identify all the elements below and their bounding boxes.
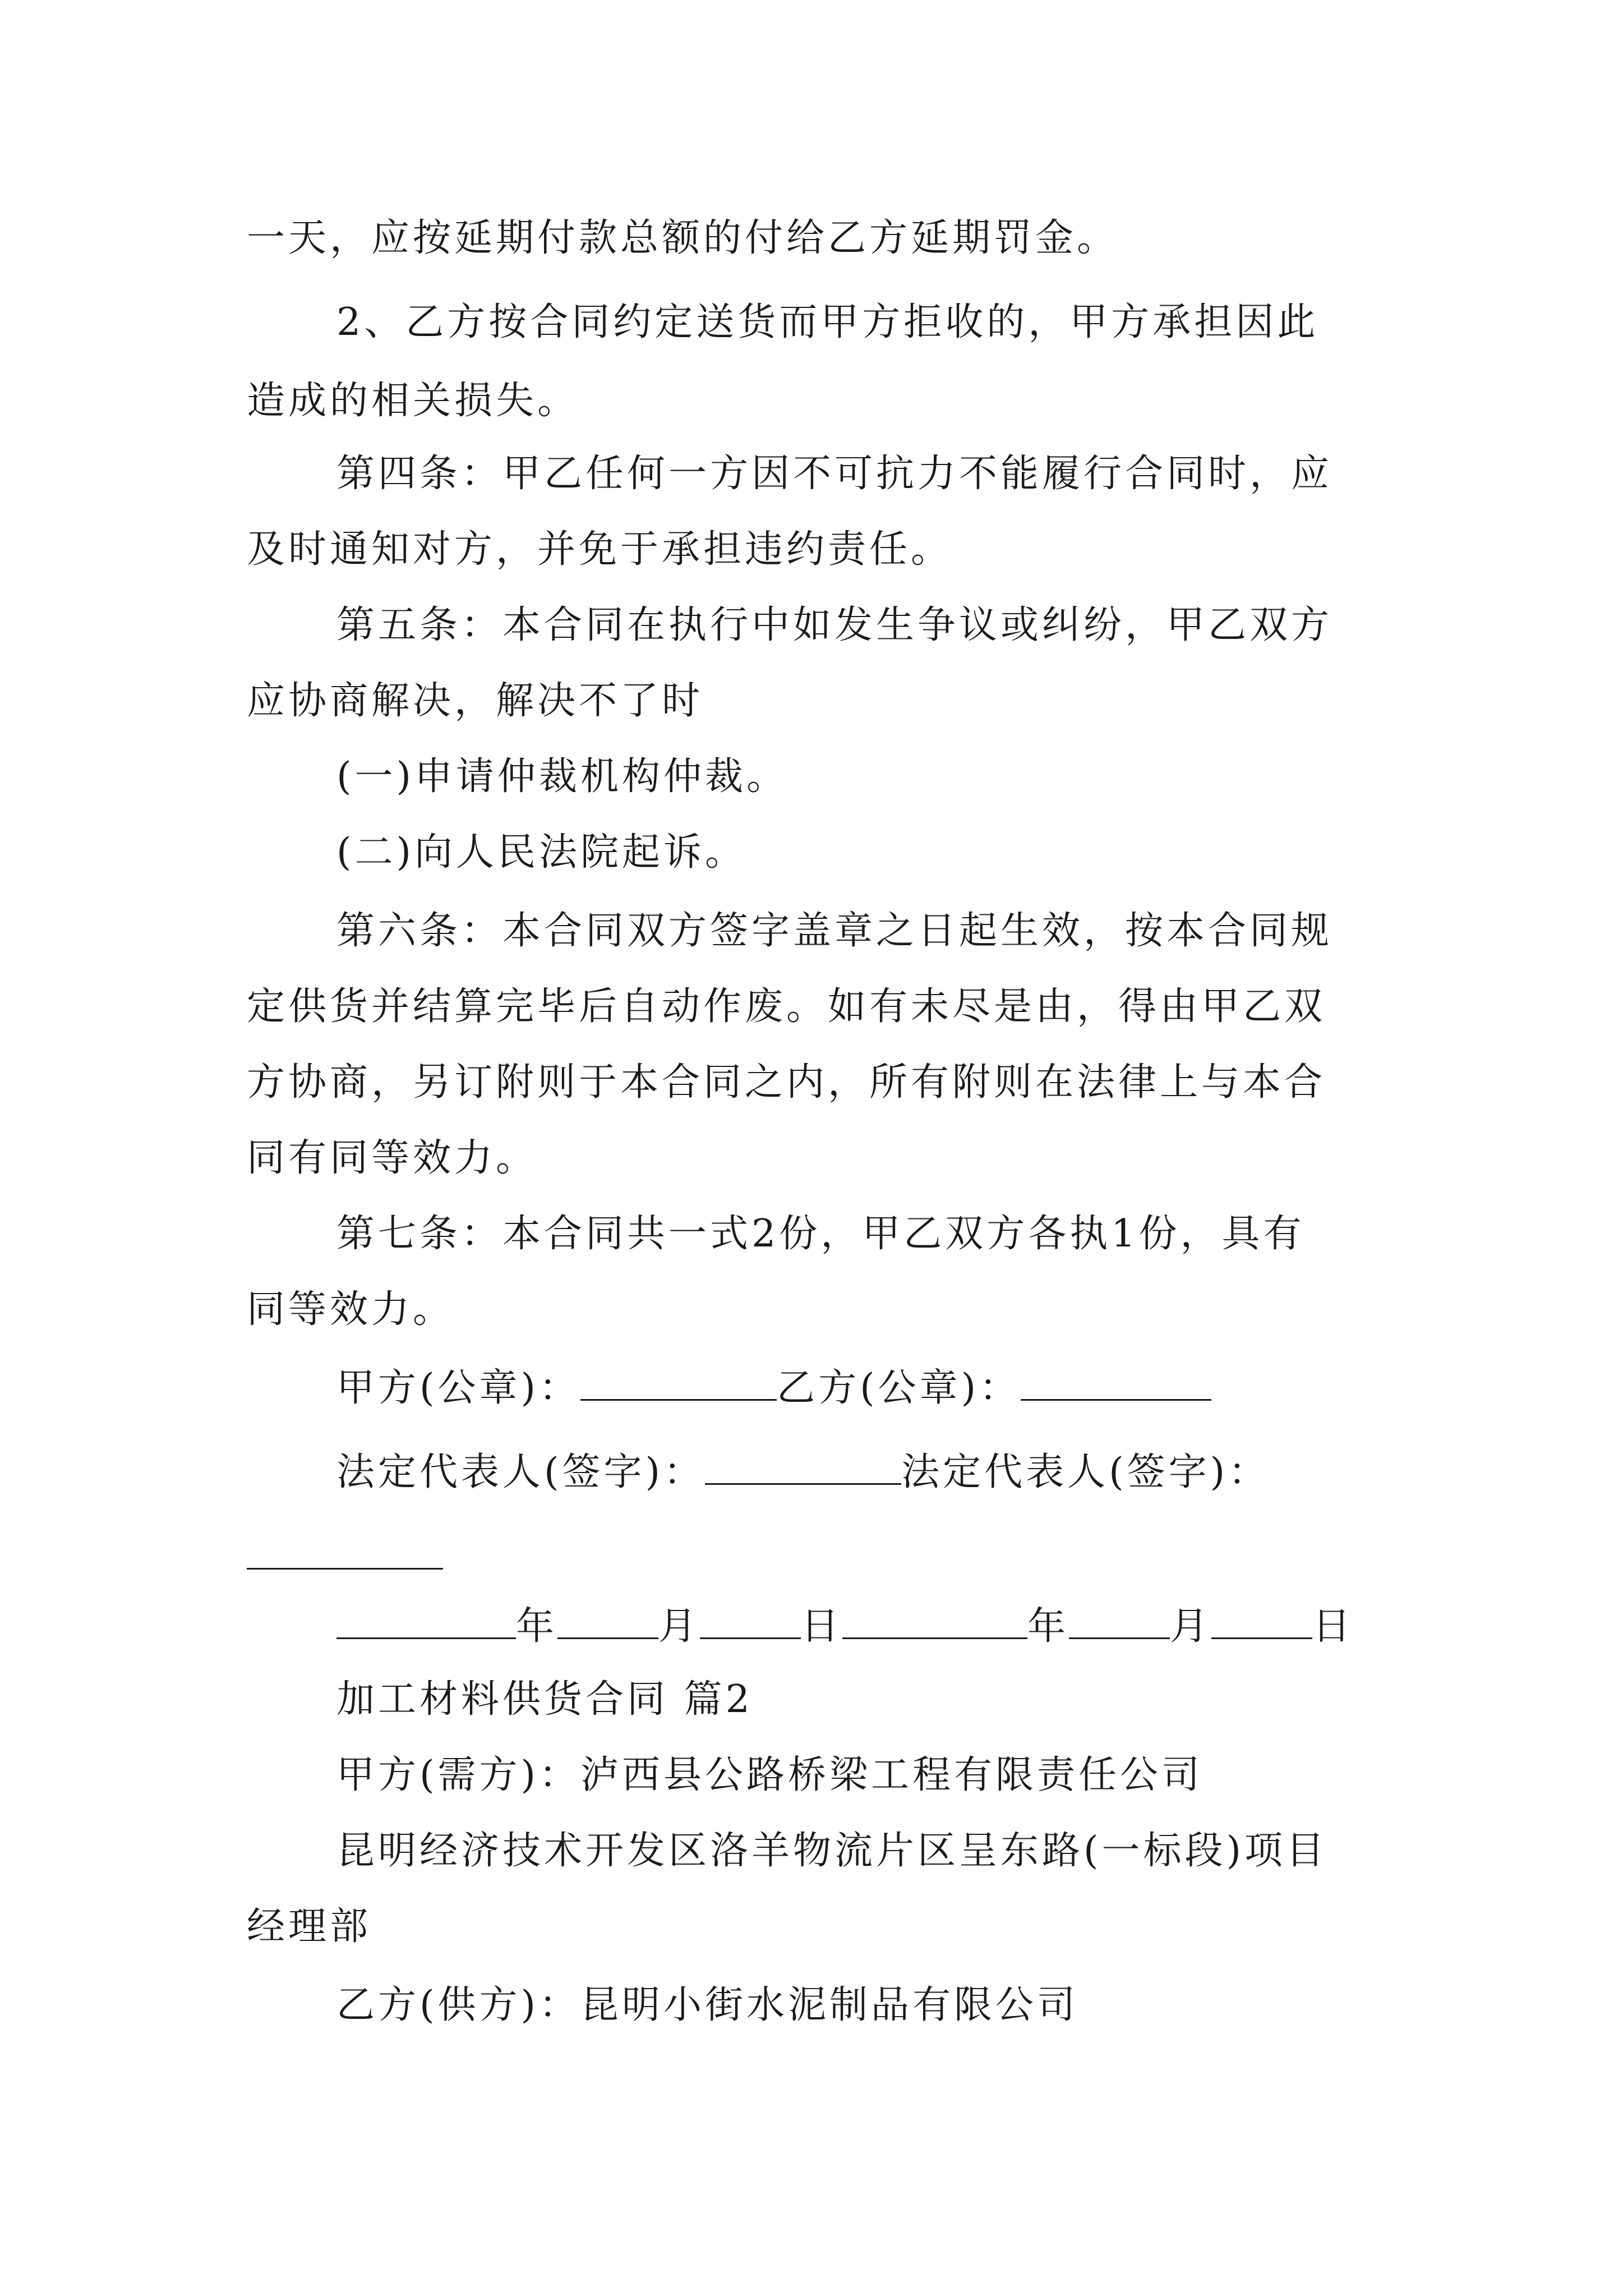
paragraph-line: (一)申请仲裁机构仲裁。 [336, 754, 789, 799]
day-label: 日 [801, 1604, 843, 1649]
paragraph-line: 第七条：本合同共一式2份，甲乙双方各执1份，具有 [336, 1212, 1305, 1256]
paragraph-line: 第四条：甲乙任何一方因不可抗力不能履行合同时，应 [336, 452, 1333, 496]
day-blank [1211, 1603, 1312, 1639]
year-label: 年 [1027, 1604, 1069, 1649]
year-blank [842, 1603, 1027, 1639]
year-label: 年 [516, 1604, 558, 1649]
paragraph-line: 方协商，另订附则于本合同之内，所有附则在法律上与本合 [247, 1060, 1326, 1105]
party-b-line: 乙方(供方)：昆明小街水泥制品有限公司 [336, 1983, 1079, 2027]
date-line [336, 1602, 1354, 1652]
paragraph-line: 应协商解决，解决不了时 [247, 679, 704, 723]
signature-line-representative [336, 1447, 1270, 1498]
paragraph-line: 一天，应按延期付款总额的付给乙方延期罚金。 [247, 216, 1119, 260]
paragraph-line: 2、乙方按合同约定送货而甲方拒收的，甲方承担因此 [336, 300, 1319, 344]
paragraph-line: 第六条：本合同双方签字盖章之日起生效，按本合同规 [336, 909, 1333, 953]
day-label: 日 [1312, 1604, 1354, 1649]
month-blank [557, 1603, 658, 1639]
paragraph-line: 定供货并结算完毕后自动作废。如有未尽是由，得由甲乙双 [247, 984, 1326, 1029]
paragraph-line: 昆明经济技术开发区洛羊物流片区呈东路(一标段)项目 [336, 1829, 1328, 1873]
month-label: 月 [658, 1604, 700, 1649]
party-a-seal-label: 甲方(公章)： [336, 1366, 581, 1410]
party-b-seal-blank [1021, 1364, 1211, 1401]
paragraph-line: 同等效力。 [247, 1287, 455, 1332]
signature-line-seal [336, 1363, 1211, 1414]
party-a-rep-blank [705, 1448, 901, 1485]
paragraph-line: 第五条：本合同在执行中如发生争议或纠纷，甲乙双方 [336, 603, 1333, 647]
paragraph-line: (二)向人民法院起诉。 [336, 830, 747, 875]
party-a-line: 甲方(需方)：泸西县公路桥梁工程有限责任公司 [336, 1753, 1204, 1797]
party-b-rep-label: 法定代表人(签字)： [901, 1450, 1270, 1494]
paragraph-line: 及时通知对方，并免于承担违约责任。 [247, 527, 953, 572]
paragraph-line: 经理部 [247, 1904, 372, 1949]
party-b-seal-label: 乙方(公章)： [777, 1366, 1021, 1410]
month-blank [1069, 1603, 1170, 1639]
paragraph-line: 同有同等效力。 [247, 1136, 538, 1180]
year-blank [336, 1603, 516, 1639]
day-blank [700, 1603, 801, 1639]
party-a-seal-blank [580, 1364, 777, 1401]
month-label: 月 [1170, 1604, 1212, 1649]
paragraph-line: 造成的相关损失。 [247, 379, 579, 423]
section-title: 加工材料供货合同 篇2 [336, 1677, 753, 1722]
party-a-rep-label: 法定代表人(签字)： [336, 1450, 706, 1494]
party-b-rep-blank [247, 1568, 443, 1570]
